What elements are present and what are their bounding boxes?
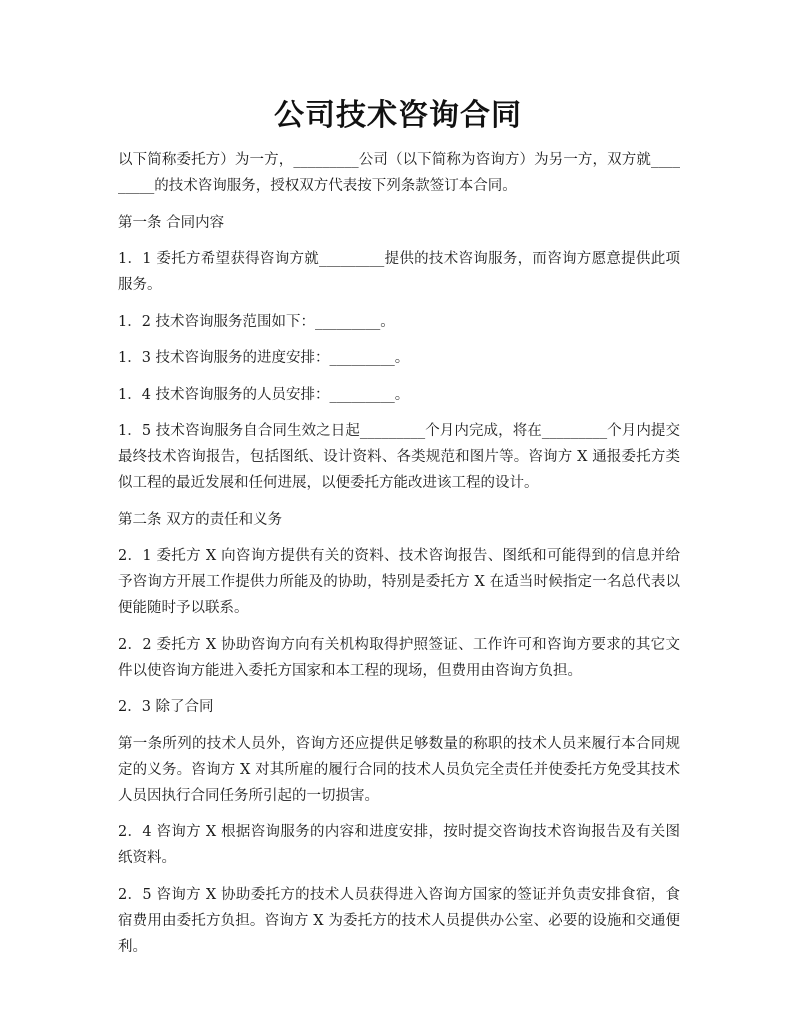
clause-2-3: 2．3 除了合同: [118, 699, 214, 715]
clause-1-4: 1．4 技术咨询服务的人员安排：_________。: [118, 386, 410, 403]
section-heading-2: 第二条 双方的责任和义务: [118, 511, 283, 528]
clause-2-3-continued: 第一条所列的技术人员外，咨询方还应提供足够数量的称职的技术人员来履行本合同规定的义务。咨询方 X 对其所雇的履行合同的技术人员负完全责任并使委托方免受其技术人员因执行合同任务所引起的一切损害。: [118, 735, 680, 804]
document-title: 公司技术咨询合同: [274, 98, 522, 133]
section-heading-1: 第一条 合同内容: [118, 214, 225, 231]
clause-2-2: 2．2 委托方 X 协助咨询方向有关机构取得护照签证、工作许可和咨询方要求的其它文件以使咨询方能进入委托方国家和本工程的现场，但费用由咨询方负担。: [118, 636, 680, 679]
document-body: [118, 147, 680, 970]
clause-1-3: 1．3 技术咨询服务的进度安排：_________。: [118, 350, 410, 366]
clause-1-2: 1．2 技术咨询服务范围如下：_________。: [118, 313, 395, 330]
clause-1-1: 1．1 委托方希望获得咨询方就_________提供的技术咨询服务，而咨询方愿意提供此项服务。: [118, 251, 680, 293]
clause-2-5: 2．5 咨询方 X 协助委托方的技术人员获得进入咨询方国家的签证并负责安排食宿，食宿费用由委托方负担。咨询方 X 为委托方的技术人员提供办公室、必要的设施和交通便利。: [118, 886, 680, 955]
intro-paragraph: 以下简称委托方）为一方，_________公司（以下简称为咨询方）为另一方，双方就_________的技术咨询服务，授权双方代表按下列条款签订本合同。: [118, 152, 680, 194]
clause-2-4: 2．4 咨询方 X 根据咨询服务的内容和进度安排，按时提交咨询技术咨询报告及有关图纸资料。: [118, 824, 680, 866]
clause-2-1: 2．1 委托方 X 向咨询方提供有关的资料、技术咨询报告、图纸和可能得到的信息并给予咨询方开展工作提供力所能及的协助，特别是委托方 X 在适当时候指定一名总代表以便能随时予以联系。: [118, 548, 680, 616]
clause-1-5: 1．5 技术咨询服务自合同生效之日起_________个月内完成，将在_________个月内提交最终技术咨询报告，包括图纸、设计资料、各类规范和图片等。咨询方 X 通报委托方类似工程的最近发展和任何进展，以便委托方能改进该工程的设计。: [118, 423, 680, 491]
